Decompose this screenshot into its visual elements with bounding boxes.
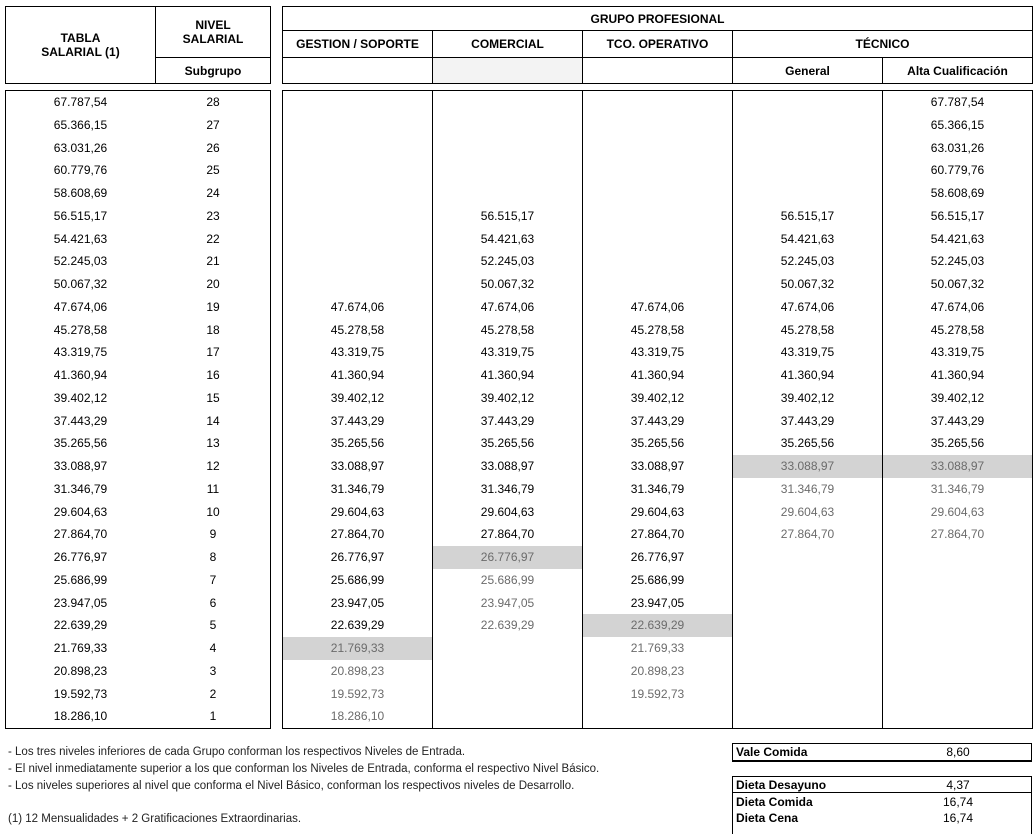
note-basic-level: - El nivel inmediatamente superior a los que conforman los Niveles de Entrada, conforma el respectivo Nivel Básico. bbox=[8, 763, 600, 775]
tecnico-header: TÉCNICO bbox=[732, 31, 1032, 57]
comercial-cell: 37.443,29 bbox=[480, 413, 535, 428]
alta-cell: 56.515,17 bbox=[930, 208, 985, 223]
tco-cell bbox=[583, 705, 732, 728]
comercial-cell: 41.360,94 bbox=[480, 368, 535, 382]
alta-cell bbox=[883, 637, 1032, 660]
alta-cell: 60.779,76 bbox=[930, 163, 985, 178]
alta-cell bbox=[883, 614, 1032, 637]
gestion-cell bbox=[283, 273, 432, 296]
salary-cell: 25.686,99 bbox=[53, 572, 108, 587]
salary-cell: 22.639,29 bbox=[53, 618, 108, 633]
dieta-comida-value: 16,74 bbox=[942, 795, 974, 809]
alta-cell: 65.366,15 bbox=[930, 117, 985, 132]
general-cell: 50.067,32 bbox=[780, 277, 835, 291]
level-cell: 1 bbox=[209, 709, 217, 724]
level-column bbox=[156, 91, 270, 728]
salary-cell: 31.346,79 bbox=[53, 481, 108, 496]
salary-cell: 60.779,76 bbox=[53, 163, 108, 178]
general-cell bbox=[733, 683, 882, 706]
gestion-cell bbox=[283, 250, 432, 273]
alta-cell: 58.608,69 bbox=[930, 186, 985, 200]
level-cell: 12 bbox=[206, 459, 220, 473]
alta-cell bbox=[883, 569, 1032, 592]
comercial-cell bbox=[433, 660, 582, 683]
level-cell: 14 bbox=[206, 413, 220, 428]
level-cell: 19 bbox=[206, 299, 220, 314]
alta-cell bbox=[883, 660, 1032, 683]
gestion-cell: 29.604,63 bbox=[330, 504, 385, 519]
general-cell: 43.319,75 bbox=[780, 345, 835, 360]
comercial-cell: 26.776,97 bbox=[433, 546, 582, 569]
comercial-cell: 54.421,63 bbox=[480, 231, 535, 246]
level-cell: 24 bbox=[206, 186, 220, 200]
general-cell: 39.402,12 bbox=[780, 390, 835, 405]
comercial-cell: 23.947,05 bbox=[480, 595, 535, 610]
level-cell: 2 bbox=[209, 686, 217, 701]
comercial-cell: 33.088,97 bbox=[480, 459, 535, 473]
alta-cell: 50.067,32 bbox=[930, 277, 985, 291]
alta-cell: 45.278,58 bbox=[930, 322, 985, 337]
general-cell: 27.864,70 bbox=[780, 527, 835, 542]
vale-comida-divider bbox=[732, 760, 1032, 761]
comercial-cell: 50.067,32 bbox=[480, 277, 535, 291]
salary-cell: 54.421,63 bbox=[53, 231, 108, 246]
salary-cell: 52.245,03 bbox=[53, 254, 108, 269]
level-cell: 27 bbox=[206, 117, 220, 132]
comercial-cell bbox=[433, 705, 582, 728]
gestion-subheader bbox=[283, 58, 432, 83]
tco-cell bbox=[583, 205, 732, 228]
alta-cell: 54.421,63 bbox=[930, 231, 985, 246]
salary-cell: 67.787,54 bbox=[53, 95, 108, 109]
salary-cell: 65.366,15 bbox=[53, 117, 108, 132]
comercial-column bbox=[433, 91, 582, 728]
general-cell: 37.443,29 bbox=[780, 413, 835, 428]
level-cell: 8 bbox=[209, 550, 217, 564]
tco-cell: 22.639,29 bbox=[583, 614, 732, 637]
dieta-comida-label: Dieta Comida bbox=[736, 795, 813, 809]
tco-cell: 45.278,58 bbox=[630, 322, 685, 337]
gestion-cell: 26.776,97 bbox=[330, 550, 385, 564]
gestion-cell: 21.769,33 bbox=[283, 637, 432, 660]
salary-cell: 35.265,56 bbox=[53, 436, 108, 451]
level-cell: 26 bbox=[206, 140, 220, 155]
alta-cell: 67.787,54 bbox=[930, 95, 985, 109]
salary-cell: 41.360,94 bbox=[53, 368, 108, 382]
general-cell bbox=[733, 182, 882, 205]
footnote: (1) 12 Mensualidades + 2 Gratificaciones Extraordinarias. bbox=[8, 813, 302, 825]
comercial-subheader bbox=[432, 58, 582, 83]
comercial-cell bbox=[433, 182, 582, 205]
tco-cell bbox=[583, 159, 732, 182]
gestion-cell bbox=[283, 114, 432, 137]
alta-cell: 27.864,70 bbox=[930, 527, 985, 542]
alta-cell: 37.443,29 bbox=[930, 413, 985, 428]
comercial-cell bbox=[433, 91, 582, 114]
vale-comida-value: 8,60 bbox=[946, 745, 970, 759]
gestion-cell bbox=[283, 182, 432, 205]
tco-cell: 19.592,73 bbox=[630, 686, 685, 701]
comercial-cell bbox=[433, 683, 582, 706]
gestion-cell: 43.319,75 bbox=[330, 345, 385, 360]
gestion-cell: 39.402,12 bbox=[330, 390, 385, 405]
alta-cell: 39.402,12 bbox=[930, 390, 985, 405]
general-cell bbox=[733, 159, 882, 182]
note-entry-levels: - Los tres niveles inferiores de cada Grupo conforman los respectivos Niveles de Entrada. bbox=[8, 746, 466, 758]
general-cell: 45.278,58 bbox=[780, 322, 835, 337]
comercial-cell: 35.265,56 bbox=[480, 436, 535, 451]
gestion-cell: 27.864,70 bbox=[330, 527, 385, 542]
gestion-cell bbox=[283, 205, 432, 228]
tco-cell bbox=[583, 182, 732, 205]
note-development-levels: - Los niveles superiores al nivel que conforma el Nivel Básico, conforman los respectivos niveles de Desarrollo. bbox=[8, 780, 575, 792]
tco-cell: 29.604,63 bbox=[630, 504, 685, 519]
comercial-cell: 45.278,58 bbox=[480, 322, 535, 337]
tco-cell bbox=[583, 91, 732, 114]
subgrupo-header: Subgrupo bbox=[184, 63, 242, 78]
gestion-cell bbox=[283, 137, 432, 160]
comercial-cell: 31.346,79 bbox=[480, 481, 535, 496]
alta-cell bbox=[883, 683, 1032, 706]
level-cell: 28 bbox=[206, 95, 220, 109]
gestion-cell: 37.443,29 bbox=[330, 413, 385, 428]
tco-cell: 20.898,23 bbox=[630, 663, 685, 678]
general-cell bbox=[733, 705, 882, 728]
salary-cell: 33.088,97 bbox=[53, 459, 108, 473]
tco-subheader bbox=[582, 58, 732, 83]
alta-cell: 41.360,94 bbox=[930, 368, 985, 382]
gestion-cell: 41.360,94 bbox=[330, 368, 385, 382]
comercial-cell bbox=[433, 137, 582, 160]
salary-column bbox=[6, 91, 155, 728]
alta-cell: 47.674,06 bbox=[930, 299, 985, 314]
comercial-cell: 47.674,06 bbox=[480, 299, 535, 314]
general-cell: 31.346,79 bbox=[780, 481, 835, 496]
gestion-cell: 20.898,23 bbox=[330, 663, 385, 678]
salary-cell: 18.286,10 bbox=[53, 709, 108, 724]
gestion-column bbox=[283, 91, 432, 728]
comercial-cell: 25.686,99 bbox=[480, 572, 535, 587]
gestion-cell: 31.346,79 bbox=[330, 481, 385, 496]
alta-cell: 33.088,97 bbox=[883, 455, 1032, 478]
gestion-cell bbox=[283, 159, 432, 182]
general-cell bbox=[733, 114, 882, 137]
comercial-cell bbox=[433, 114, 582, 137]
salary-cell: 29.604,63 bbox=[53, 504, 108, 519]
alta-cell bbox=[883, 592, 1032, 615]
gestion-cell: 23.947,05 bbox=[330, 595, 385, 610]
gestion-cell: 18.286,10 bbox=[330, 709, 385, 724]
alta-cell: 29.604,63 bbox=[930, 504, 985, 519]
general-cell: 56.515,17 bbox=[780, 208, 835, 223]
comercial-header: COMERCIAL bbox=[432, 31, 582, 57]
level-cell: 16 bbox=[206, 368, 220, 382]
nivel-salarial-header: NIVEL SALARIAL bbox=[182, 18, 244, 46]
dieta-cena-value: 16,74 bbox=[942, 811, 974, 825]
general-cell: 52.245,03 bbox=[780, 254, 835, 269]
salary-cell: 47.674,06 bbox=[53, 299, 108, 314]
alta-cell: 43.319,75 bbox=[930, 345, 985, 360]
tco-cell bbox=[583, 228, 732, 251]
gestion-header: GESTION / SOPORTE bbox=[296, 37, 419, 51]
level-cell: 4 bbox=[209, 641, 217, 655]
general-cell bbox=[733, 569, 882, 592]
comercial-cell bbox=[433, 637, 582, 660]
salary-cell: 43.319,75 bbox=[53, 345, 108, 360]
salary-cell: 50.067,32 bbox=[53, 277, 108, 291]
tco-cell: 25.686,99 bbox=[630, 572, 685, 587]
dieta-desayuno-value: 4,37 bbox=[946, 778, 970, 792]
salary-cell: 21.769,33 bbox=[53, 641, 108, 655]
gestion-cell bbox=[283, 91, 432, 114]
alta-cualificacion-header: Alta Cualificación bbox=[882, 58, 1032, 83]
level-cell: 10 bbox=[206, 504, 220, 519]
gestion-cell: 22.639,29 bbox=[330, 618, 385, 633]
tco-column bbox=[583, 91, 732, 728]
general-cell bbox=[733, 91, 882, 114]
tco-cell: 35.265,56 bbox=[630, 436, 685, 451]
alta-cell: 35.265,56 bbox=[930, 436, 985, 451]
salary-cell: 45.278,58 bbox=[53, 322, 108, 337]
level-cell: 11 bbox=[206, 481, 220, 496]
salary-cell: 19.592,73 bbox=[53, 686, 108, 701]
tco-cell: 27.864,70 bbox=[630, 527, 685, 542]
salary-cell: 23.947,05 bbox=[53, 595, 108, 610]
tco-cell: 47.674,06 bbox=[630, 299, 685, 314]
general-cell: 33.088,97 bbox=[733, 455, 882, 478]
general-cell bbox=[733, 137, 882, 160]
tco-cell: 31.346,79 bbox=[630, 481, 685, 496]
general-cell: 54.421,63 bbox=[780, 231, 835, 246]
tco-cell: 21.769,33 bbox=[630, 641, 685, 655]
general-cell bbox=[733, 546, 882, 569]
tco-cell: 37.443,29 bbox=[630, 413, 685, 428]
tabla-salarial-header: TABLA SALARIAL (1) bbox=[41, 31, 120, 59]
level-cell: 6 bbox=[209, 595, 217, 610]
alta-cell bbox=[883, 546, 1032, 569]
comercial-cell: 39.402,12 bbox=[480, 390, 535, 405]
salary-cell: 39.402,12 bbox=[53, 390, 108, 405]
general-cell bbox=[733, 614, 882, 637]
tco-cell bbox=[583, 137, 732, 160]
level-cell: 7 bbox=[209, 572, 217, 587]
level-cell: 22 bbox=[206, 231, 220, 246]
general-header: General bbox=[732, 58, 882, 83]
level-cell: 13 bbox=[206, 436, 220, 451]
alta-cell: 63.031,26 bbox=[930, 140, 985, 155]
alta-cell bbox=[883, 705, 1032, 728]
comercial-cell: 52.245,03 bbox=[480, 254, 535, 269]
tco-operativo-header: TCO. OPERATIVO bbox=[582, 31, 732, 57]
comercial-cell bbox=[433, 159, 582, 182]
gestion-cell: 47.674,06 bbox=[330, 299, 385, 314]
salary-cell: 20.898,23 bbox=[53, 663, 108, 678]
comercial-cell: 56.515,17 bbox=[480, 208, 535, 223]
comercial-cell: 43.319,75 bbox=[480, 345, 535, 360]
grupo-profesional-header: GRUPO PROFESIONAL bbox=[590, 11, 725, 26]
salary-cell: 58.608,69 bbox=[53, 186, 108, 200]
level-cell: 25 bbox=[206, 163, 220, 178]
gestion-cell: 35.265,56 bbox=[330, 436, 385, 451]
gestion-cell: 33.088,97 bbox=[330, 459, 385, 473]
general-cell: 47.674,06 bbox=[780, 299, 835, 314]
alta-cell: 52.245,03 bbox=[930, 254, 985, 269]
comercial-cell: 29.604,63 bbox=[480, 504, 535, 519]
salary-cell: 27.864,70 bbox=[53, 527, 108, 542]
tco-cell: 39.402,12 bbox=[630, 390, 685, 405]
salary-cell: 56.515,17 bbox=[53, 208, 108, 223]
salary-cell: 63.031,26 bbox=[53, 140, 108, 155]
dieta-desayuno-label: Dieta Desayuno bbox=[736, 778, 827, 792]
tco-cell bbox=[583, 273, 732, 296]
level-cell: 23 bbox=[206, 208, 220, 223]
level-cell: 15 bbox=[206, 390, 220, 405]
tco-cell: 43.319,75 bbox=[630, 345, 685, 360]
gestion-cell bbox=[283, 228, 432, 251]
level-cell: 18 bbox=[206, 322, 220, 337]
salary-cell: 37.443,29 bbox=[53, 413, 108, 428]
alta-column bbox=[883, 91, 1032, 728]
tco-cell bbox=[583, 250, 732, 273]
dieta-cena-label: Dieta Cena bbox=[736, 811, 799, 825]
gestion-cell: 19.592,73 bbox=[330, 686, 385, 701]
general-cell: 29.604,63 bbox=[780, 504, 835, 519]
tco-cell bbox=[583, 114, 732, 137]
alta-cell: 31.346,79 bbox=[930, 481, 985, 496]
comercial-cell: 22.639,29 bbox=[480, 618, 535, 633]
comercial-cell: 27.864,70 bbox=[480, 527, 535, 542]
tco-cell: 33.088,97 bbox=[630, 459, 685, 473]
vale-comida-label: Vale Comida bbox=[736, 745, 808, 759]
tco-cell: 41.360,94 bbox=[630, 368, 685, 382]
level-cell: 17 bbox=[206, 345, 220, 360]
gestion-cell: 25.686,99 bbox=[330, 572, 385, 587]
general-cell: 35.265,56 bbox=[780, 436, 835, 451]
tco-cell: 26.776,97 bbox=[630, 550, 685, 564]
level-cell: 20 bbox=[206, 277, 220, 291]
general-cell bbox=[733, 637, 882, 660]
general-cell: 41.360,94 bbox=[780, 368, 835, 382]
salary-cell: 26.776,97 bbox=[53, 550, 108, 564]
general-column bbox=[733, 91, 882, 728]
level-cell: 21 bbox=[206, 254, 220, 269]
level-cell: 5 bbox=[209, 618, 217, 633]
gestion-cell: 45.278,58 bbox=[330, 322, 385, 337]
tco-cell: 23.947,05 bbox=[630, 595, 685, 610]
general-cell bbox=[733, 660, 882, 683]
general-cell bbox=[733, 592, 882, 615]
level-cell: 3 bbox=[209, 663, 217, 678]
level-cell: 9 bbox=[209, 527, 217, 542]
